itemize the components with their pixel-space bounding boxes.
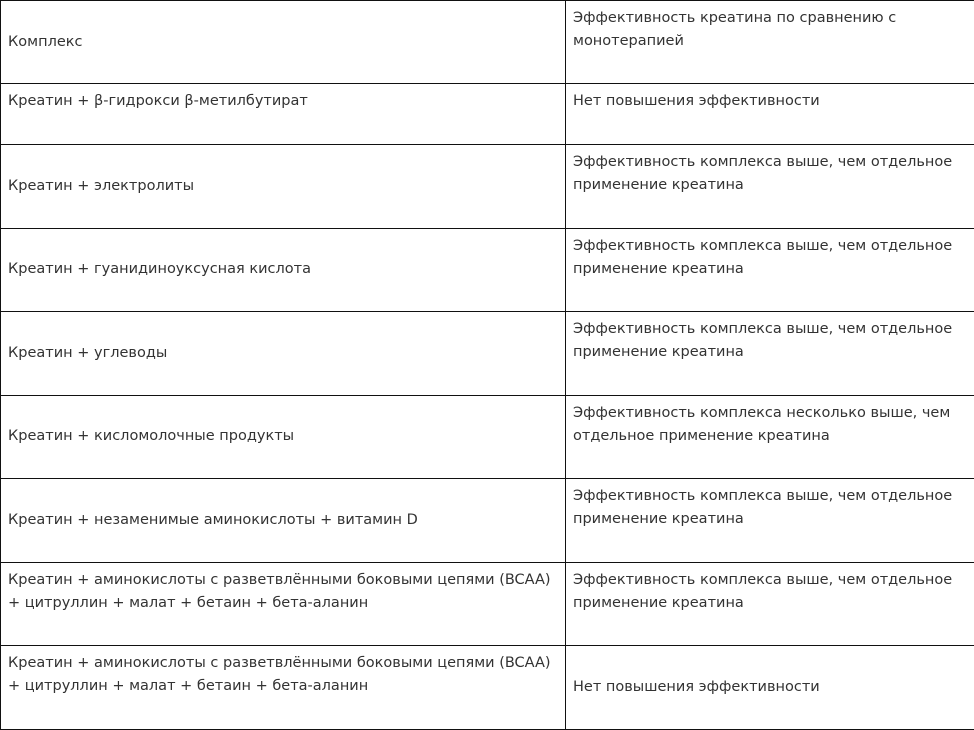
complex-cell: Креатин + электролиты [1, 145, 566, 229]
effect-cell: Нет повышения эффективности [566, 84, 974, 145]
complex-cell: Креатин + аминокислоты с разветвлёнными боковыми цепями (BCAA) + цитруллин + малат + бетаин + бета-аланин [1, 562, 566, 646]
effect-cell: Нет повышения эффективности [566, 646, 974, 730]
effect-cell: Эффективность комплекса выше, чем отдельное применение креатина [566, 312, 974, 396]
effect-cell: Эффективность комплекса выше, чем отдельное применение креатина [566, 145, 974, 229]
complex-cell: Креатин + β-гидрокси β-метилбутират [1, 84, 566, 145]
effect-cell: Эффективность комплекса выше, чем отдельное применение креатина [566, 479, 974, 563]
table-row [1, 145, 974, 229]
header-complex: Комплекс [1, 1, 566, 84]
effect-cell: Эффективность комплекса несколько выше, чем отдельное применение креатина [566, 395, 974, 479]
table-row [1, 646, 974, 730]
complex-cell: Креатин + углеводы [1, 312, 566, 396]
table-row [1, 312, 974, 396]
complex-cell: Креатин + гуанидиноуксусная кислота [1, 228, 566, 312]
table-header-row [1, 1, 974, 84]
effect-cell: Эффективность комплекса выше, чем отдельное применение креатина [566, 562, 974, 646]
header-effectiveness: Эффективность креатина по сравнению с монотерапией [566, 1, 974, 84]
complex-cell: Креатин + кисломолочные продукты [1, 395, 566, 479]
table-row [1, 84, 974, 145]
table-row [1, 479, 974, 563]
table-row [1, 228, 974, 312]
effect-cell: Эффективность комплекса выше, чем отдельное применение креатина [566, 228, 974, 312]
complex-cell: Креатин + незаменимые аминокислоты + витамин D [1, 479, 566, 563]
table-row [1, 395, 974, 479]
table-row [1, 562, 974, 646]
complex-cell: Креатин + аминокислоты с разветвлёнными боковыми цепями (BCAA) + цитруллин + малат + бетаин + бета-аланин [1, 646, 566, 730]
